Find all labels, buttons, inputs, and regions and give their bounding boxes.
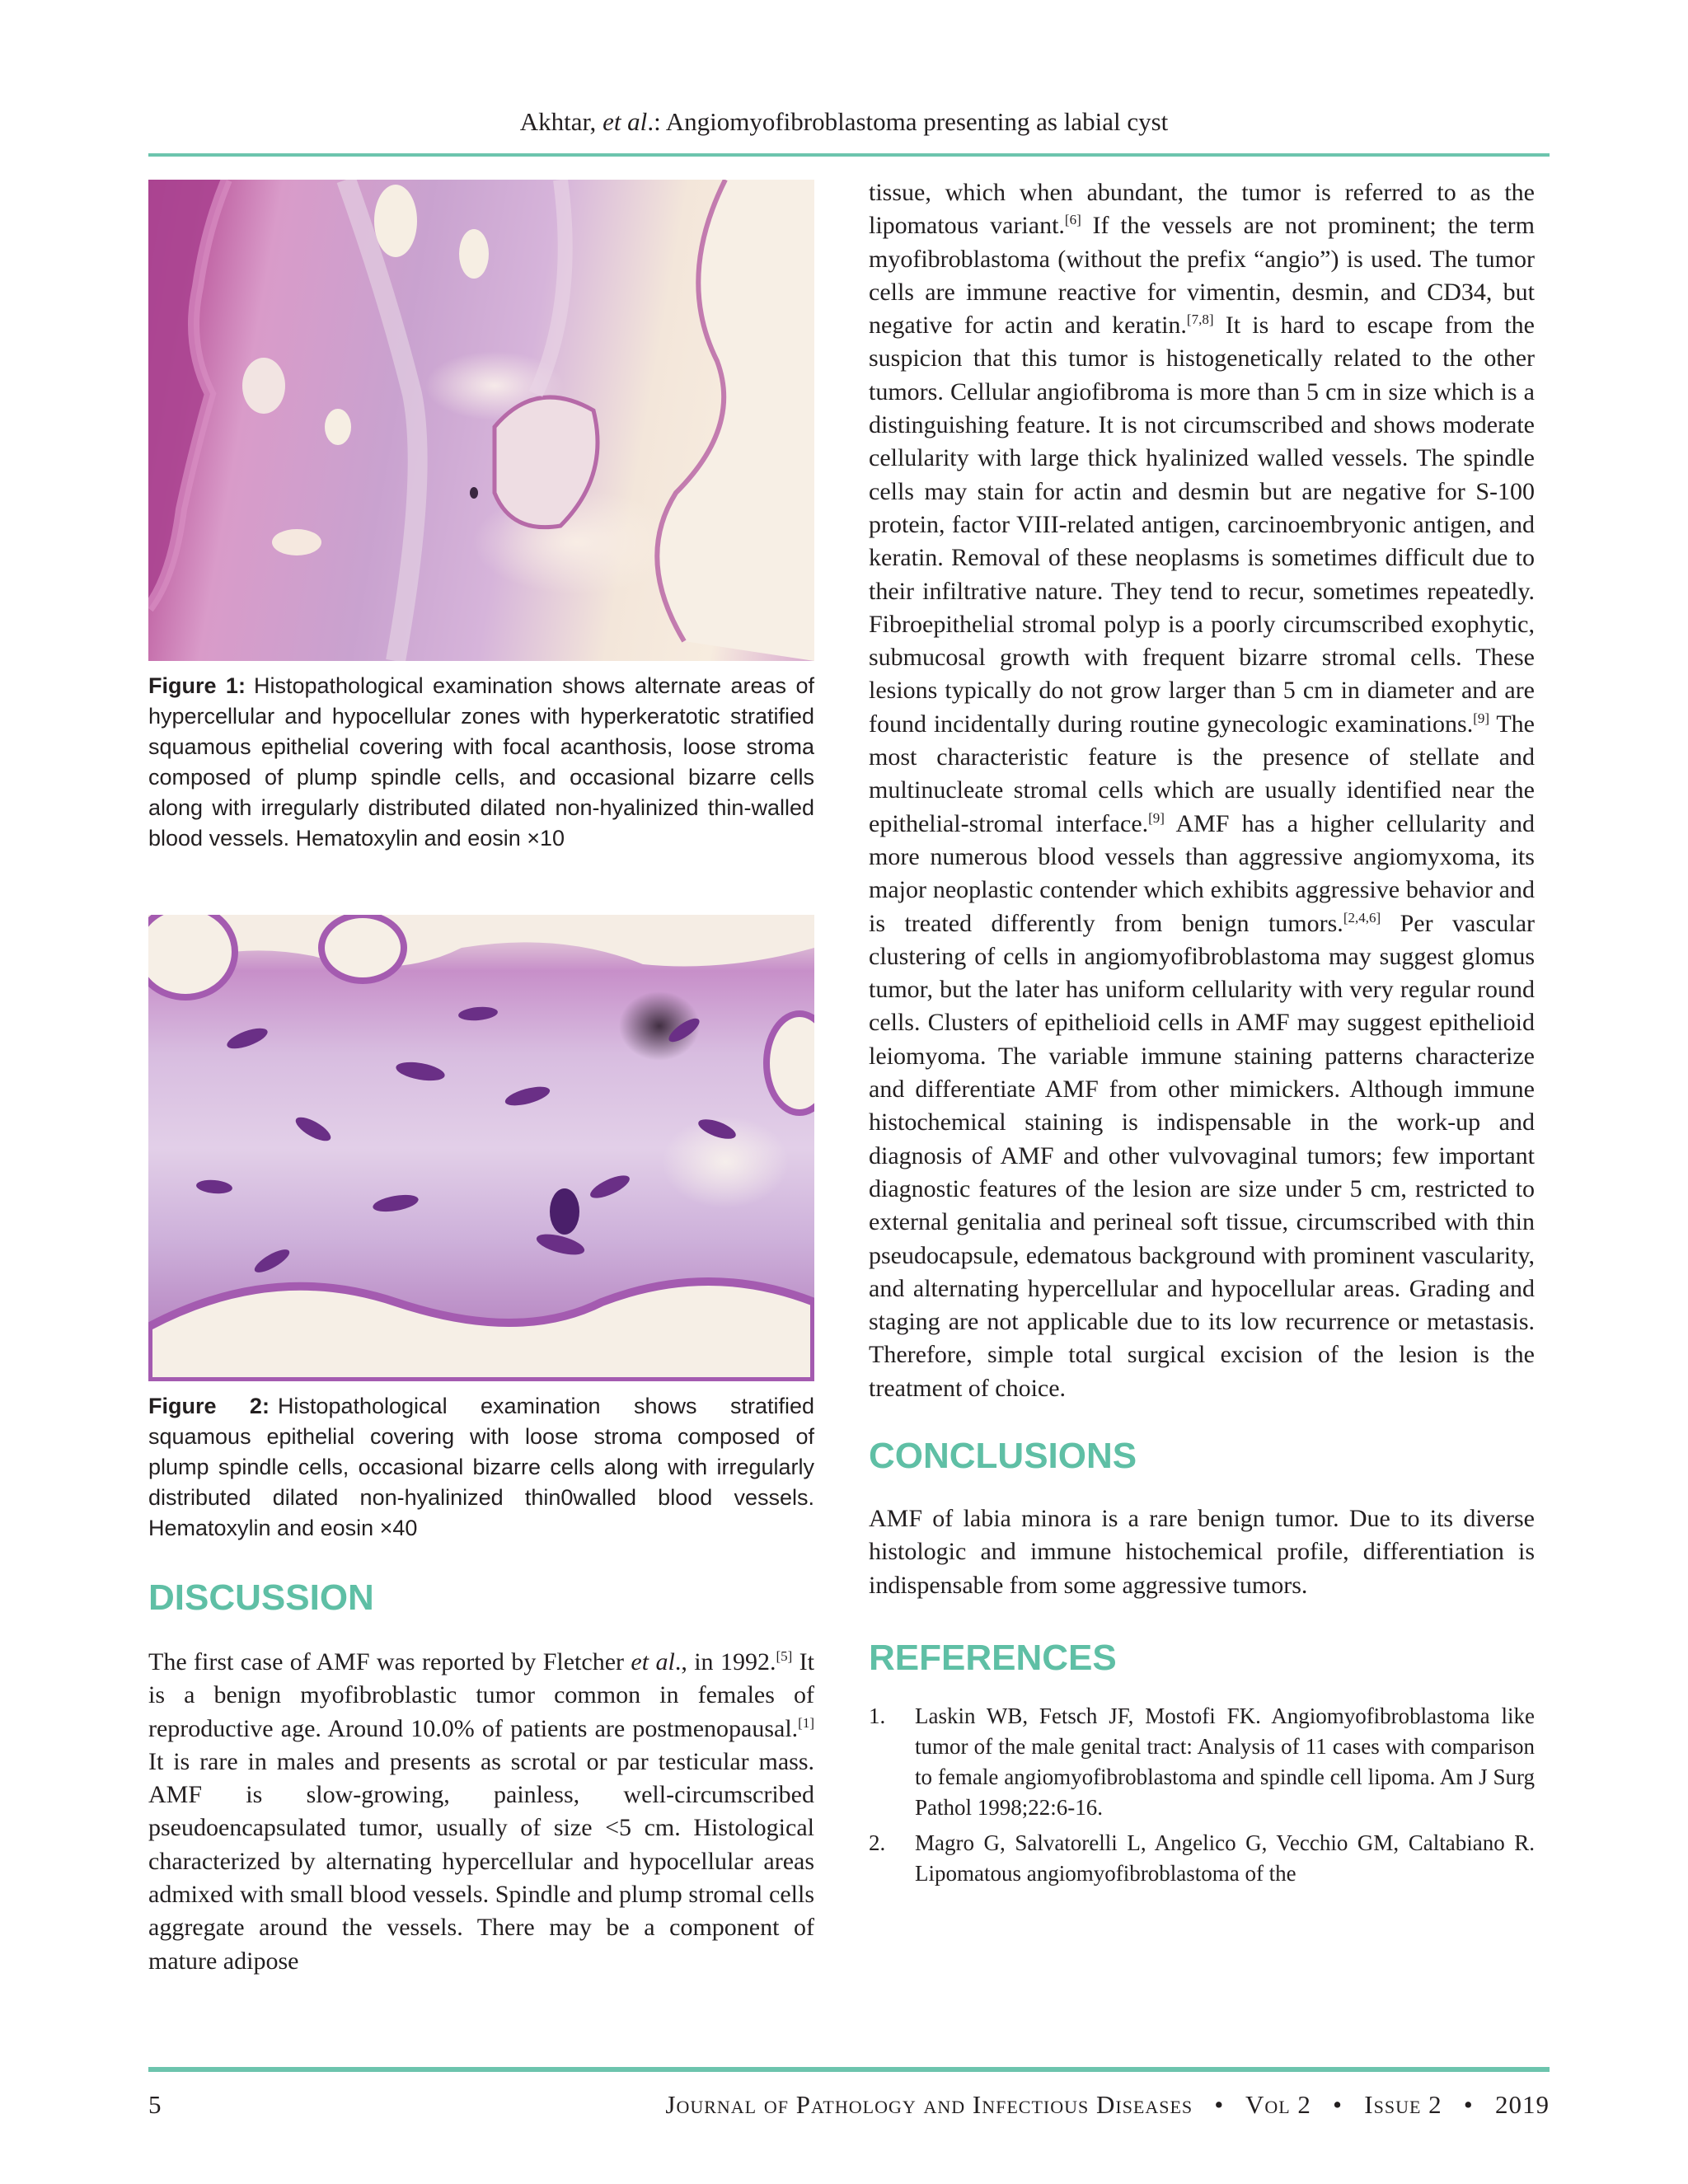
citation-9a: [9]	[1473, 710, 1490, 726]
figure-2-label: Figure 2:	[148, 1394, 270, 1418]
footer-rule	[148, 2067, 1550, 2072]
reference-item	[869, 1828, 1535, 1889]
figure-1-micrograph	[148, 180, 814, 661]
citation-9b: [9]	[1148, 809, 1165, 826]
discussion-cont-text-2: If the vessels are not prominent; the term myofibroblastoma (without the prefix “angio”) is used. The tumor cells are immune reactive for vimentin, desmin, and CD34, but negative for actin and keratin.	[869, 212, 1535, 340]
page-number: 5	[148, 2090, 162, 2119]
figure-1-caption	[148, 671, 814, 875]
figure-1-histology-image	[148, 180, 814, 661]
discussion-cont-text-3: It is hard to escape from the suspicion that this tumor is histogenetically related to the other tumors. Cellular angiofibroma is more than 5 cm in size which is a distinguishing feature. It is not circumscribed and shows moderate cellularity with large thick hyalinized walled vessels. The spindle cells may stain for actin and desmin but are negative for S-100 protein, factor VIII-related antigen, carcinoembryonic antigen, and keratin. Removal of these neoplasms is sometimes difficult due to their infiltrative nature. They tend to recur, sometimes repeatedly. Fibroepithelial stromal polyp is a poorly circumscribed exophytic, submucosal growth with frequent bizarre stromal cells. These lesions typically do not grow larger than 5 cm in diameter and are found incidentally during routine gynecologic examinations.	[869, 312, 1535, 738]
conclusions-heading: CONCLUSIONS	[869, 1435, 1137, 1476]
discussion-continued-paragraph	[869, 176, 1535, 1405]
discussion-text-1: The first case of AMF was reported by Fletcher	[148, 1648, 631, 1675]
reference-number: 2.	[869, 1830, 886, 1855]
running-head-title: .: Angiomyofibroblastoma presenting as labial cyst	[647, 107, 1169, 136]
running-head-authors: Akhtar,	[519, 107, 603, 136]
reference-text: Magro G, Salvatorelli L, Angelico G, Vecchio GM, Caltabiano R. Lipomatous angiomyofibroblastoma of the	[915, 1830, 1535, 1886]
header-rule	[148, 153, 1550, 157]
citation-1: [1]	[798, 1714, 814, 1731]
discussion-cont-text-5: AMF has a higher cellularity and more numerous blood vessels than aggressive angiomyxoma, its major neoplastic contender which exhibits aggressive behavior and is treated differently from benign tumors.	[869, 809, 1535, 937]
running-head	[0, 105, 1688, 138]
citation-2-4-6: [2,4,6]	[1343, 909, 1381, 926]
discussion-heading: DISCUSSION	[148, 1577, 374, 1618]
discussion-cont-text-6: Per vascular clustering of cells in angiomyofibroblastoma may suggest glomus tumor, but the later has uniform cellularity with very regular round cells. Clusters of epithelioid cells in AMF may suggest epithelioid leiomyoma. The variable immune staining patterns characterize and differentiate AMF from other mimickers. Although immune histochemical staining is indispensable in the work-up and diagnosis of AMF and other vulvovaginal tumors; few important diagnostic features of the lesion are size under 5 cm, restricted to external genitalia and perineal soft tissue, circumscribed with thin pseudocapsule, edematous background with prominent vascularity, and alternating hypercellular and hypocellular areas. Grading and staging are not applicable due to its low recurrence or metastasis. Therefore, simple total surgical excision of the lesion is the treatment of choice.	[869, 909, 1536, 1402]
right-column	[869, 176, 1535, 1894]
footer-journal-info: Journal of Pathology and Infectious Diseases • Vol 2 • Issue 2 • 2019	[665, 2090, 1550, 2119]
reference-number: 1.	[869, 1703, 886, 1728]
reference-item	[869, 1701, 1535, 1823]
conclusions-paragraph: AMF of labia minora is a rare benign tumor. Due to its diverse histologic and immune histochemical profile, differentiation is indispensable from some aggressive tumors.	[869, 1504, 1535, 1599]
discussion-text-4: It is rare in males and presents as scrotal or par testicular mass. AMF is slow-growing, painless, well-circumscribed pseudoencapsulated tumor, usually of size <5 cm. Histological characterized by alternating hypercellular and hypocellular areas admixed with small blood vessels. Spindle and plump stromal cells aggregate around the vessels. There may be a component of mature adipose	[148, 1747, 814, 1975]
reference-text: Laskin WB, Fetsch JF, Mostofi FK. Angiomyofibroblastoma like tumor of the male genital tract: Analysis of 11 cases with comparison to female angiomyofibroblastoma and spindle cell lipoma. Am J Surg Pathol 1998;22:6-16.	[915, 1703, 1535, 1820]
discussion-text-2: ., in 1992.	[674, 1648, 776, 1675]
citation-7-8: [7,8]	[1186, 312, 1214, 328]
figure-1-caption-text: Histopathological examination shows alternate areas of hypercellular and hypocellular zones with hyperkeratotic stratified squamous epithelial covering with focal acanthosis, loose stroma composed of plump spindle cells, and occasional bizarre cells along with irregularly distributed dilated non-hyalinized thin-walled blood vessels. Hematoxylin and eosin ×10	[148, 673, 814, 851]
references-list	[869, 1701, 1535, 1889]
references-heading: REFERENCES	[869, 1637, 1117, 1678]
figure-2-caption	[148, 1391, 814, 1544]
discussion-etal: et al	[631, 1648, 675, 1675]
discussion-text-3: It is a benign myofibroblastic tumor common in females of reproductive age. Around 10.0% of patients are postmenopausal.	[148, 1648, 815, 1742]
discussion-paragraph	[148, 1646, 814, 1978]
figure-1-label: Figure 1:	[148, 673, 246, 698]
citation-6: [6]	[1064, 212, 1081, 228]
figure-2-micrograph	[148, 915, 814, 1381]
figure-2-histology-image	[148, 915, 814, 1381]
citation-5: [5]	[776, 1648, 793, 1664]
discussion-cont-text-4: The most characteristic feature is the presence of stellate and multinucleate stromal cells which are usually identified near the epithelial-stromal interface.	[869, 710, 1535, 837]
running-head-etal: et al	[603, 107, 648, 136]
left-column	[148, 180, 814, 1978]
discussion-cont-text-1: tissue, which when abundant, the tumor is referred to as the lipomatous variant.	[869, 179, 1535, 240]
figure-2-caption-text: Histopathological examination shows stratified squamous epithelial covering with loose stroma composed of plump spindle cells, occasional bizarre cells along with irregularly distributed dilated non-hyalinized thin0walled blood vessels. Hematoxylin and eosin ×40	[148, 1394, 814, 1540]
